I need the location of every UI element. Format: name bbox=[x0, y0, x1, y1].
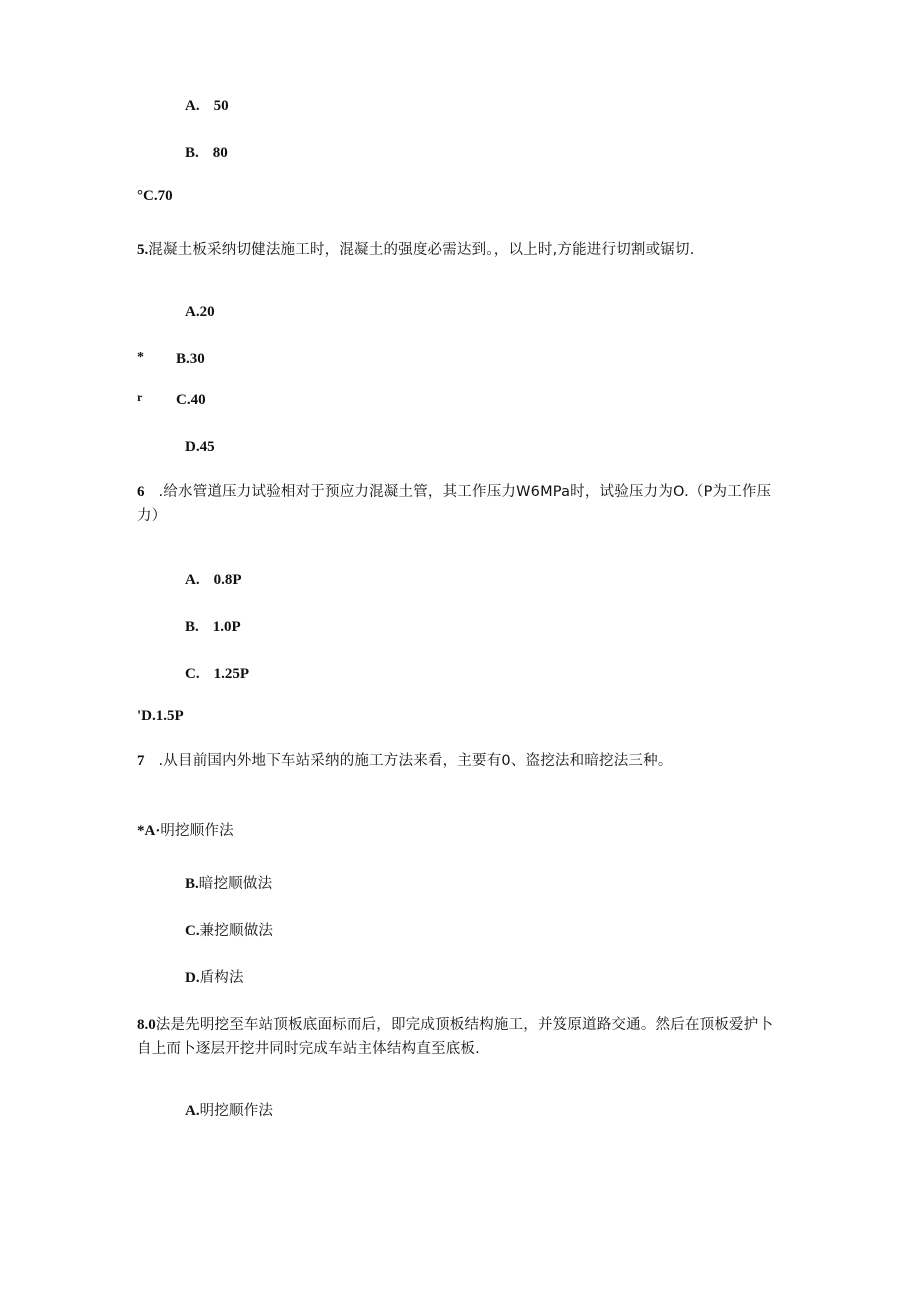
option-value: 'D.1.5P bbox=[137, 708, 184, 724]
question-text: 混凝土板采纳切健法施工时，混凝土的强度必需达到。，以上时,方能进行切割或锯切. bbox=[148, 242, 695, 258]
question-text: .从目前国内外地下车站采纳的施工方法来看，主要有0、盗挖法和暗挖法三种。 bbox=[158, 753, 673, 769]
option-prefix: B. bbox=[185, 876, 199, 892]
option-text: 明挖顺作法 bbox=[199, 1103, 274, 1119]
option-letter: C. bbox=[185, 666, 200, 682]
option-d bbox=[137, 706, 184, 726]
option-d bbox=[185, 968, 244, 988]
question-number: 8.0 bbox=[137, 1017, 156, 1033]
question-number: 6 bbox=[137, 484, 145, 500]
answer-mark: r bbox=[137, 390, 143, 404]
option-c bbox=[176, 390, 206, 410]
option-value: 80 bbox=[212, 145, 228, 161]
question-text: 法是先明挖至车站顶板底面标而后，即完成顶板结构施工，并笈原道路交通。然后在顶板爱护卜自上而卜逐层开挖井同时完成车站主体结构直至底板. bbox=[137, 1017, 774, 1057]
option-a bbox=[185, 1101, 273, 1121]
question-5 bbox=[137, 240, 695, 260]
option-value: 1.25P bbox=[213, 666, 250, 682]
option-value: 1.0P bbox=[212, 619, 241, 635]
option-value: A.20 bbox=[185, 304, 215, 320]
option-value: 50 bbox=[213, 98, 229, 114]
option-text: 明挖顺作法 bbox=[160, 823, 234, 839]
option-value: D.45 bbox=[185, 439, 215, 455]
option-letter: B. bbox=[185, 619, 199, 635]
option-prefix: *A· bbox=[137, 823, 161, 839]
option-value: °C.70 bbox=[137, 188, 173, 204]
option-text: 兼挖顺做法 bbox=[199, 923, 274, 939]
option-prefix: C. bbox=[185, 923, 200, 939]
option-b bbox=[185, 143, 228, 163]
question-7 bbox=[137, 751, 673, 771]
option-a bbox=[185, 302, 215, 322]
question-6 bbox=[137, 480, 777, 528]
option-text: 暗挖顺做法 bbox=[198, 876, 273, 892]
option-a bbox=[185, 96, 229, 116]
option-letter: A. bbox=[185, 98, 200, 114]
option-a bbox=[185, 570, 242, 590]
option-value: B.30 bbox=[176, 351, 205, 367]
option-c bbox=[185, 664, 249, 684]
option-text: 盾构法 bbox=[199, 970, 244, 986]
question-8 bbox=[137, 1013, 777, 1061]
option-a bbox=[137, 821, 234, 841]
option-prefix: D. bbox=[185, 970, 200, 986]
option-letter: A. bbox=[185, 572, 200, 588]
question-text: .给水管道压力试验相对于预应力混凝土管，其工作压力W6MPa时，试验压力为O.（P为工作压力） bbox=[137, 484, 772, 524]
option-c bbox=[137, 186, 173, 206]
option-value: 0.8P bbox=[213, 572, 242, 588]
option-c bbox=[185, 921, 273, 941]
option-b bbox=[185, 874, 272, 894]
option-prefix: A. bbox=[185, 1103, 200, 1119]
option-letter: B. bbox=[185, 145, 199, 161]
option-value: C.40 bbox=[176, 392, 206, 408]
answer-mark: * bbox=[137, 350, 144, 365]
question-number: 5. bbox=[137, 242, 149, 258]
question-number: 7 bbox=[137, 753, 145, 769]
option-b bbox=[176, 349, 205, 369]
option-d bbox=[185, 437, 215, 457]
option-b bbox=[185, 617, 241, 637]
